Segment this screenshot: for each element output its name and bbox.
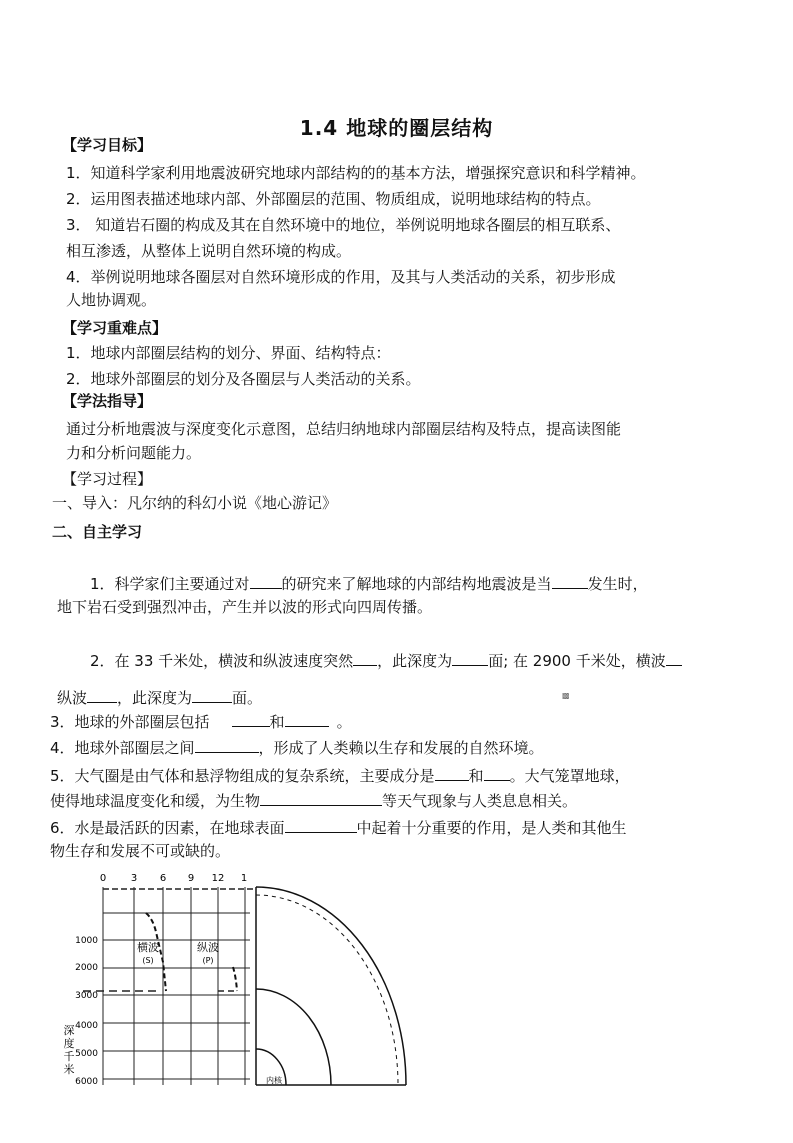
crust-arc (256, 887, 406, 1085)
q1-text: 的研究来了解地球的内部结构地震波是当 (281, 575, 552, 593)
q6-text: 中起着十分重要的作用，是人类和其他生 (356, 819, 627, 837)
s-wave-sub: (S) (142, 956, 154, 965)
q4-blank-1[interactable] (195, 737, 259, 753)
x-tick-label: 0 (99, 873, 107, 884)
y-axis-title: 千 (63, 1050, 75, 1063)
q2-text: ，此深度为 (117, 689, 193, 707)
question-4 (50, 737, 544, 758)
q3-blank-2[interactable] (285, 711, 329, 727)
core-arc (256, 989, 331, 1085)
q5-text: 5．大气圈是由气体和悬浮物组成的复杂系统，主要成分是 (50, 767, 435, 785)
q5-blank-2[interactable] (484, 765, 510, 781)
q1-text: 发生时， (587, 575, 648, 593)
q5-blank-1[interactable] (435, 765, 469, 781)
p-wave-sub: (P) (202, 956, 214, 965)
scan-mark: ▩ (562, 691, 570, 700)
q3-text: 和 (269, 713, 285, 731)
page-title: 1.4 地球的圈层结构 (299, 116, 494, 140)
question-2-cont (57, 687, 262, 708)
key-point-item: 2．地球外部圈层的划分及各圈层与人类活动的关系。 (66, 370, 421, 388)
inner-core-label: 内核 (266, 1076, 282, 1085)
key-points-heading: 【学习重难点】 (62, 319, 168, 337)
q2-text: 纵波 (57, 689, 88, 707)
q3-text: 3．地球的外部圈层包括 (50, 713, 210, 731)
q4-text: 4．地球外部圈层之间 (50, 739, 195, 757)
y-axis-title: 米 (63, 1063, 75, 1076)
objective-item: 2．运用图表描述地球内部、外部圈层的范围、物质组成，说明地球结构的特点。 (66, 190, 601, 208)
intro-line: 一、导入：凡尔纳的科幻小说《地心游记》 (52, 494, 338, 512)
q6-blank-1[interactable] (285, 817, 357, 833)
q1-blank-2[interactable] (552, 573, 588, 589)
question-6 (50, 817, 627, 838)
process-heading: 【学习过程】 (62, 470, 153, 488)
objective-item: 1．知道科学家利用地震波研究地球内部结构的的基本方法，增强探究意识和科学精神。 (66, 164, 646, 182)
x-tick-label: 9 (187, 873, 195, 884)
q3-blank-1[interactable] (232, 711, 270, 727)
y-tick-label: 4000 (75, 1021, 98, 1031)
q1-blank-1[interactable] (250, 573, 282, 589)
q3-text: 。 (336, 713, 352, 731)
q5-text: 使得地球温度变化和缓，为生物 (50, 792, 261, 810)
q5-blank-3[interactable] (260, 790, 382, 806)
q2-blank-4[interactable] (87, 687, 117, 703)
q5-text: 。大气笼罩地球， (509, 767, 630, 785)
y-axis-title: 深 (63, 1024, 75, 1037)
y-tick-label: 5000 (75, 1049, 98, 1059)
q2-text: 2．在 33 千米处，横波和纵波速度突然 (90, 652, 354, 670)
question-5 (50, 765, 630, 786)
q2-blank-1[interactable] (353, 650, 377, 666)
y-tick-label: 2000 (75, 963, 98, 973)
q6-text: 物生存和发展不可或缺的。 (50, 842, 231, 860)
question-5-cont (50, 790, 577, 811)
p-wave-curve (233, 967, 237, 991)
q2-blank-3[interactable] (666, 650, 682, 666)
q6-text: 6．水是最活跃的因素，在地球表面 (50, 819, 285, 837)
q2-text: ，此深度为 (377, 652, 453, 670)
x-tick-label: 3 (130, 873, 138, 884)
y-tick-label: 6000 (75, 1077, 98, 1087)
x-tick-label: 6 (159, 873, 167, 884)
key-point-item: 1．地球内部圈层结构的划分、界面、结构特点： (66, 344, 391, 362)
q4-text: ，形成了人类赖以生存和发展的自然环境。 (258, 739, 544, 757)
x-tick-label: 1 (240, 873, 248, 884)
question-3 (50, 711, 352, 732)
q2-blank-5[interactable] (192, 687, 232, 703)
seismic-wave-figure (58, 867, 408, 1091)
p-wave-label: 纵波 (197, 941, 219, 954)
question-2 (90, 650, 682, 671)
q2-text: 面。 (232, 689, 263, 707)
y-tick-label: 1000 (75, 936, 98, 946)
section-heading: 二、自主学习 (52, 523, 143, 541)
question-1 (90, 573, 648, 594)
q2-text: 面; 在 2900 千米处，横波 (488, 652, 666, 670)
x-tick-label: 12 (211, 873, 225, 884)
q5-text: 和 (468, 767, 484, 785)
method-line: 力和分析问题能力。 (66, 444, 202, 462)
objective-item: 4．举例说明地球各圈层对自然环境形成的作用，及其与人类活动的关系，初步形成 (66, 268, 616, 286)
y-tick-label: 3000 (75, 991, 98, 1001)
q5-text: 等天气现象与人类息息相关。 (382, 792, 578, 810)
objective-item: 3． 知道岩石圈的构成及其在自然环境中的地位，举例说明地球各圈层的相互联系、 (66, 216, 621, 234)
q1-text: 1．科学家们主要通过对 (90, 575, 250, 593)
objectives-heading: 【学习目标】 (62, 136, 153, 154)
objective-item: 相互渗透，从整体上说明自然环境的构成。 (66, 242, 352, 260)
method-line: 通过分析地震波与深度变化示意图，总结归纳地球内部圈层结构及特点，提高读图能 (66, 420, 622, 438)
chart-grid (103, 887, 250, 1085)
method-heading: 【学法指导】 (62, 392, 153, 410)
q1-text: 地下岩石受到强烈冲击，产生并以波的形式向四周传播。 (57, 598, 433, 616)
objective-item: 人地协调观。 (66, 291, 157, 309)
y-axis-title: 度 (63, 1037, 75, 1050)
q2-blank-2[interactable] (452, 650, 488, 666)
s-wave-label: 横波 (137, 941, 159, 954)
